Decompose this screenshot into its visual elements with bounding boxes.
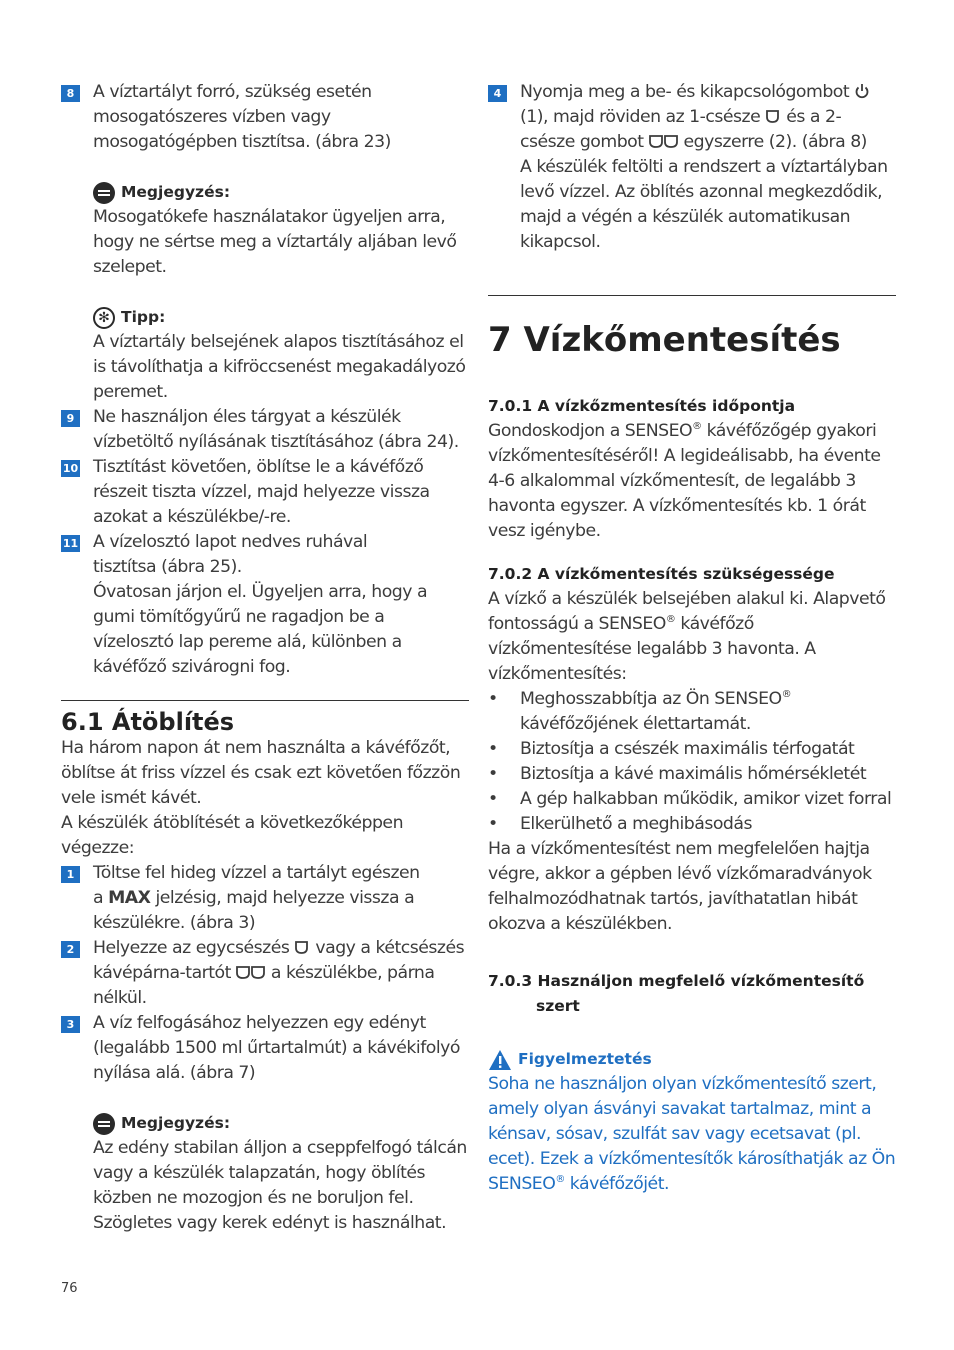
tip-block [61,305,469,405]
tip-heading: Tipp: [121,308,166,326]
step-text: egyszerre (2). (ábra 8) [683,132,867,152]
paragraph: Ha a vízkőmentesítést nem megfelelően hajtja végre, akkor a gépben lévő vízkőmaradványok felhalmozódhatnak tartós, javíthatatlan hibát okozva a készülékben. [488,839,872,934]
note-heading: Megjegyzés: [121,1114,231,1132]
step-text: jelzésig, majd helyezze vissza a készülékre. (ábra 3) [93,888,415,933]
step-text: Ne használjon éles tárgyat a készülék vízbetöltő nyílásának tisztításához (ábra 24). [93,407,459,452]
step-text: Óvatosan járjon el. Ügyeljen arra, hogy a gumi tömítőgyűrű ne ragadjon be a vízelosztó lap pereme alá, különben a kávéfőző szivárogni fog. [93,582,428,677]
step-2 [61,936,469,1011]
subsection-title: 7.0.3 Használjon megfelelő vízkőmentesítő szert [488,972,865,1015]
step-text: és a 2-csésze gombot [520,107,842,152]
step-11 [61,530,469,680]
left-column [61,80,469,1236]
step-number: 3 [61,1016,80,1033]
step-number: 2 [61,941,80,958]
note-icon [93,1113,115,1135]
step-text: Nyomja meg a be- és kikapcsológombot [520,82,850,102]
step-4 [488,80,896,255]
step-text: A víz felfogásához helyezzen egy edényt (legalább 1500 ml űrtartalmút) a kávékifolyó nyílása alá. (ábra 7) [93,1013,460,1083]
step-text: a [93,888,104,908]
note-text: Az edény stabilan álljon a cseppfelfogó tálcán vagy a készülék talapzatán, hogy öblítés közben ne mozogjon és ne boruljon fel. Szögletes vagy kerek edényt is használhat. [93,1138,467,1233]
bullet-list [488,687,896,837]
step-text: A víztartályt forró, szükség esetén mosogatószeres vízben vagy mosogatógépben tisztítsa. (ábra 23) [93,82,391,152]
one-cup-icon [765,108,781,124]
step-number: 9 [61,410,80,427]
note-block [61,180,469,280]
step-number: 10 [62,462,79,475]
step-text: kávépárna-tartót [93,963,231,983]
page-number: 76 [61,1281,78,1296]
step-number: 1 [61,866,80,883]
step-number: 11 [62,537,79,550]
chapter-title: 7 Vízkőmentesítés [488,295,896,360]
paragraph: Ha három napon át nem használta a kávéfőzőt, öblítse át friss vízzel és csak ezt követően főzzön vele ismét kávét. [61,738,461,808]
step-text: A vízelosztó lapot nedves ruhával [93,532,368,552]
subsection-title: 7.0.2 A vízkőmentesítés szükségessége [488,565,835,583]
warning-icon [488,1049,512,1071]
paragraph: Gondoskodjon a SENSEO® kávéfőzőgép gyakori vízkőmentesítéséről! A legideálisabb, ha évente 4-6 alkalommal vízkőmentesít, de legalább 3 havonta egyszer. A vízkőmentesítés kb. 1 órát vesz igénybe. [488,421,881,541]
two-cup-icon [236,964,266,980]
step-9 [61,405,469,455]
section-title: 6.1 Átöblítés [61,700,469,736]
note-icon [93,182,115,204]
step-1 [61,861,469,936]
tip-icon: ✻ [93,307,115,329]
right-column [488,80,896,1197]
note-block [61,1111,469,1236]
step-number: 8 [61,85,80,102]
list-item: • Meghosszabbítja az Ön SENSEO® kávéfőzőjének élettartamát. [488,687,896,737]
paragraph: A vízkő a készülék belsejében alakul ki. Alapvető fontosságú a SENSEO® kávéfőző vízkőmentesítése legalább 3 havonta. A vízkőmentesítés: [488,589,886,684]
note-text: Mosogatókefe használatakor ügyeljen arra, hogy ne sértse meg a víztartály aljában levő szelepet. [93,207,457,277]
tip-text: A víztartály belsejének alapos tisztításához el is távolíthatja a kifröccsenést megakadályozó peremet. [93,332,466,402]
two-cup-icon [649,133,679,149]
step-text: A készülék feltölti a rendszert a víztartályban levő vízzel. Az öblítés azonnal megkezdődik, majd a végén a készülék automatikusan kikapcsol. [520,157,888,252]
step-text: (1), majd röviden az 1-csésze [520,107,761,127]
step-3 [61,1011,469,1086]
paragraph: A készülék átöblítését a következőképpen végezze: [61,813,404,858]
list-item: • Biztosítja a csészék maximális térfogatát [488,737,896,762]
list-item: • Elkerülhető a meghibásodás [488,812,896,837]
warning-text: Soha ne használjon olyan vízkőmentesítő szert, amely olyan ásványi savakat tartalmaz, mint a kénsav, sósav, szulfát sav vagy ecetsavat (pl. ecet). Ezek a vízkőmentesítők károsíthatják az Ön SENSEO® kávéfőzőjét. [488,1074,896,1194]
one-cup-icon [294,939,310,955]
step-10 [61,455,469,530]
step-number: 4 [488,85,507,102]
power-icon [854,83,870,99]
list-item: • Biztosítja a kávé maximális hőmérsékletét [488,762,896,787]
note-heading: Megjegyzés: [121,183,231,201]
step-text: Tisztítást követően, öblítse le a kávéfőző részeit tiszta vízzel, majd helyezze vissza azokat a készülékbe/-re. [93,457,430,527]
step-text: Töltse fel hideg vízzel a tartályt egészen [93,863,420,883]
step-text: a készülékbe, párna nélkül. [93,963,435,1008]
step-text: vagy a kétcsészés [315,938,465,958]
list-item: • A gép halkabban működik, amikor vizet forral [488,787,896,812]
step-text: Helyezze az egycsészés [93,938,290,958]
subsection-title: 7.0.1 A vízkőzmentesítés időpontja [488,397,796,415]
step-text: tisztítsa (ábra 25). [93,557,242,577]
step-8 [61,80,469,155]
warning-heading: Figyelmeztetés [488,1047,896,1072]
max-label: MAX [108,888,151,908]
